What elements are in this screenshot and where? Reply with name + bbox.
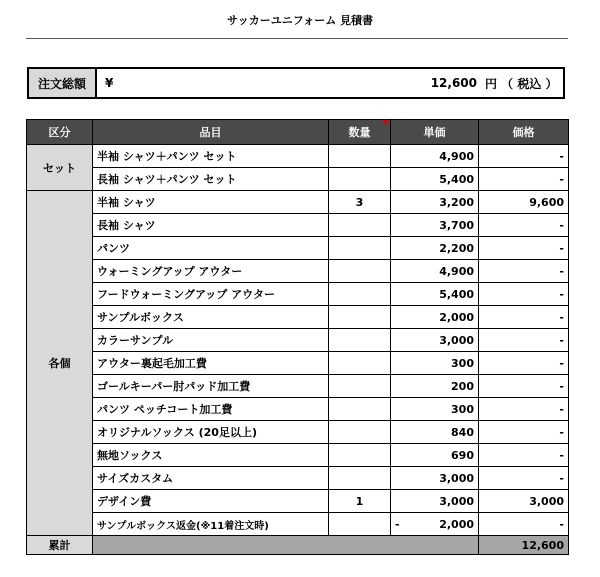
item-name: サイズカスタム bbox=[93, 467, 329, 490]
order-total-unit: 円 （ 税込 ） bbox=[485, 76, 558, 91]
item-qty bbox=[329, 398, 391, 421]
estimate-table-body bbox=[27, 145, 569, 555]
item-price: - bbox=[479, 329, 569, 352]
item-unit-price: 5,400 bbox=[391, 283, 479, 306]
item-name: デザイン費 bbox=[93, 490, 329, 513]
item-qty bbox=[329, 513, 391, 536]
item-price: - bbox=[479, 145, 569, 168]
item-price: 9,600 bbox=[479, 191, 569, 214]
header-category: 区分 bbox=[27, 120, 93, 145]
item-name: カラーサンプル bbox=[93, 329, 329, 352]
item-unit-price: 2,200 bbox=[391, 237, 479, 260]
table-row bbox=[27, 329, 569, 352]
item-qty bbox=[329, 306, 391, 329]
table-header-row bbox=[27, 120, 569, 145]
item-price: - bbox=[479, 260, 569, 283]
table-row bbox=[27, 421, 569, 444]
table-row bbox=[27, 237, 569, 260]
item-name: サンプルボックス bbox=[93, 306, 329, 329]
header-price: 価格 bbox=[479, 120, 569, 145]
table-row bbox=[27, 191, 569, 214]
item-unit-price bbox=[391, 513, 479, 536]
table-row bbox=[27, 444, 569, 467]
item-price: 3,000 bbox=[479, 490, 569, 513]
item-unit-price: 2,000 bbox=[391, 306, 479, 329]
refund-amount bbox=[395, 518, 474, 531]
item-unit-price: 3,000 bbox=[391, 329, 479, 352]
header-item: 品目 bbox=[93, 120, 329, 145]
table-row bbox=[27, 398, 569, 421]
item-name: パンツ bbox=[93, 237, 329, 260]
item-price: - bbox=[479, 444, 569, 467]
table-row bbox=[27, 283, 569, 306]
item-name: 長袖 シャツ＋パンツ セット bbox=[93, 168, 329, 191]
item-qty bbox=[329, 260, 391, 283]
item-name: ウォーミングアップ アウター bbox=[93, 260, 329, 283]
item-price: - bbox=[479, 352, 569, 375]
order-total-amount: 12,600 bbox=[430, 76, 477, 90]
item-qty bbox=[329, 352, 391, 375]
item-name: 半袖 シャツ＋パンツ セット bbox=[93, 145, 329, 168]
category-set: セット bbox=[27, 145, 93, 191]
item-qty bbox=[329, 168, 391, 191]
item-qty bbox=[329, 375, 391, 398]
table-row bbox=[27, 306, 569, 329]
item-unit-price: 5,400 bbox=[391, 168, 479, 191]
sum-blank bbox=[93, 536, 479, 555]
item-price: - bbox=[479, 237, 569, 260]
item-name: オリジナルソックス (20足以上) bbox=[93, 421, 329, 444]
item-qty bbox=[329, 237, 391, 260]
item-name: 長袖 シャツ bbox=[93, 214, 329, 237]
category-sum: 累計 bbox=[27, 536, 93, 555]
item-price: - bbox=[479, 306, 569, 329]
item-price: - bbox=[479, 214, 569, 237]
order-total-box bbox=[27, 67, 565, 99]
item-qty bbox=[329, 329, 391, 352]
table-row bbox=[27, 214, 569, 237]
sum-price: 12,600 bbox=[479, 536, 569, 555]
estimate-table bbox=[26, 119, 569, 555]
item-name: 半袖 シャツ bbox=[93, 191, 329, 214]
header-unit-price: 単価 bbox=[391, 120, 479, 145]
table-row bbox=[27, 467, 569, 490]
order-total-currency: ¥ bbox=[105, 76, 114, 90]
item-qty bbox=[329, 421, 391, 444]
page-title: サッカーユニフォーム 見積書 bbox=[226, 14, 374, 27]
item-price: - bbox=[479, 467, 569, 490]
item-unit-price: 300 bbox=[391, 352, 479, 375]
table-row bbox=[27, 145, 569, 168]
item-qty bbox=[329, 283, 391, 306]
comment-indicator bbox=[382, 120, 387, 125]
item-qty: 1 bbox=[329, 490, 391, 513]
sum-row bbox=[27, 536, 569, 555]
item-unit-price: 4,900 bbox=[391, 260, 479, 283]
item-unit-price: 840 bbox=[391, 421, 479, 444]
item-unit-price: 690 bbox=[391, 444, 479, 467]
item-price: - bbox=[479, 421, 569, 444]
item-qty bbox=[329, 444, 391, 467]
item-price: - bbox=[479, 398, 569, 421]
refund-value: 2,000 bbox=[439, 517, 474, 531]
item-name: 無地ソックス bbox=[93, 444, 329, 467]
category-each: 各個 bbox=[27, 191, 93, 536]
item-qty bbox=[329, 214, 391, 237]
item-unit-price: 3,700 bbox=[391, 214, 479, 237]
item-qty: 3 bbox=[329, 191, 391, 214]
item-qty bbox=[329, 145, 391, 168]
item-qty bbox=[329, 467, 391, 490]
table-row bbox=[27, 490, 569, 513]
item-name: ゴールキーパー肘パッド加工費 bbox=[93, 375, 329, 398]
table-row bbox=[27, 513, 569, 536]
table-row bbox=[27, 168, 569, 191]
table-row bbox=[27, 352, 569, 375]
item-name: サンプルボックス返金(※11着注文時) bbox=[93, 513, 329, 536]
item-price: - bbox=[479, 375, 569, 398]
item-unit-price: 3,000 bbox=[391, 490, 479, 513]
item-name: パンツ ペッチコート加工費 bbox=[93, 398, 329, 421]
item-unit-price: 300 bbox=[391, 398, 479, 421]
table-row bbox=[27, 260, 569, 283]
table-row bbox=[27, 375, 569, 398]
header-qty: 数量 bbox=[329, 120, 391, 145]
item-unit-price: 3,000 bbox=[391, 467, 479, 490]
item-unit-price: 3,200 bbox=[391, 191, 479, 214]
item-unit-price: 200 bbox=[391, 375, 479, 398]
title-underline bbox=[26, 38, 568, 39]
item-price: - bbox=[479, 513, 569, 536]
item-price: - bbox=[479, 168, 569, 191]
minus-sign: - bbox=[395, 517, 400, 531]
item-name: フードウォーミングアップ アウター bbox=[93, 283, 329, 306]
item-price: - bbox=[479, 283, 569, 306]
item-name: アウター裏起毛加工費 bbox=[93, 352, 329, 375]
order-total-label: 注文総額 bbox=[29, 69, 97, 97]
item-unit-price: 4,900 bbox=[391, 145, 479, 168]
